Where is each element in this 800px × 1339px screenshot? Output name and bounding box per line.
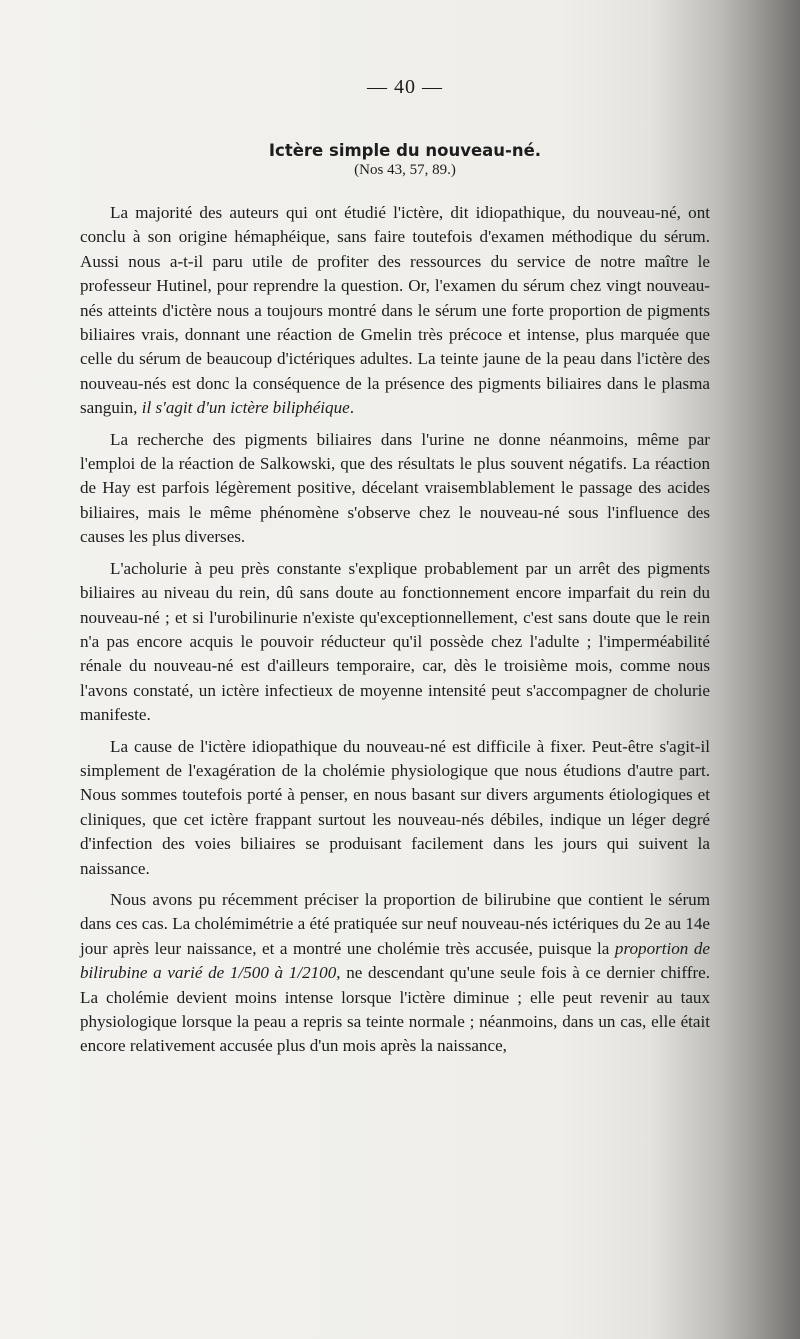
paragraph-5-tail: , ne descendant qu'une seule fois à ce dernier chiffre. La cholémie devient moins intense lorsque l'ictère diminue ; elle peut revenir au taux physiologique lorsque la peau a repris sa teinte normale ; néanmoins, dans un cas, elle était encore relativement accusée plus d'un mois après la naissance, (80, 963, 710, 1056)
paragraph-5-italic: proportion de bilirubine a varié de 1/500 à 1/2100 (80, 938, 711, 983)
paragraph-1-tail: . (349, 398, 354, 418)
paragraph-1-text: La majorité des auteurs qui ont étudié l'ictère, dit idiopathique, du nouveau-né, ont conclu à son origine hémaphéique, sans faire toutefois d'examen méthodique du sérum. Aussi nous a-t-il paru utile de profiter des ressources du service de notre maître le professeur Hutinel, pour reprendre la question. Or, l'examen du sérum chez vingt nouveau-nés atteints d'ictère nous a toujours montré dans le sérum une forte proportion de pigments biliaires vrais, donnant une réaction de Gmelin très précoce et intense, plus marquée que celle du sérum de beaucoup d'ictériques adultes. La teinte jaune de la peau dans l'ictère des nouveau-nés est donc la conséquence de la présence des pigments biliaires dans le plasma sanguin, (80, 203, 710, 418)
paragraph-2 (80, 428, 710, 550)
paragraph-4-text: La cause de l'ictère idiopathique du nouveau-né est difficile à fixer. Peut-être s'agit-il simplement de l'exagération de la cholémie physiologique que nous étudions d'autre part. Nous sommes toutefois porté à penser, en nous basant sur divers arguments étiologiques et cliniques, que cet ictère frappant surtout les nouveau-nés débiles, indique un léger degré d'infection des voies biliaires se produisant facilement dans les jours qui suivent la naissance. (80, 736, 710, 878)
paragraph-1 (80, 201, 710, 421)
paragraph-3 (80, 557, 710, 728)
section-subtitle: (Nos 43, 57, 89.) (354, 162, 456, 178)
paragraph-1-italic: il s'agit d'un ictère biliphéique (141, 398, 350, 418)
paragraph-5 (80, 888, 710, 1059)
paragraph-5-text: Nous avons pu récemment préciser la proportion de bilirubine que contient le sérum dans ces cas. La cholémimétrie a été pratiquée sur neuf nouveau-nés ictériques du 2e au 14e jour après leur naissance, et a montré une cholémie très accusée, puisque la (80, 889, 710, 958)
paragraph-4 (80, 735, 710, 881)
section-title: Ictère simple du nouveau-né. (268, 141, 542, 160)
paragraph-2-text: La recherche des pigments biliaires dans l'urine ne donne néanmoins, même par l'emploi de la réaction de Salkowski, que des résultats le plus souvent négatifs. La réaction de Hay est parfois légèrement positive, décelant vraisemblablement le passage des acides biliaires, mais le même phénomène s'observe chez le nouveau-né sous l'influence des causes les plus diverses. (80, 429, 710, 547)
page-content (80, 76, 710, 1066)
paragraph-3-text: L'acholurie à peu près constante s'explique probablement par un arrêt des pigments biliaires au niveau du rein, dû sans doute au fonctionnement encore imparfait du rein du nouveau-né ; et si l'urobilinurie n'existe qu'exceptionnellement, c'est sans doute que le rein n'a pas encore acquis le pouvoir réducteur qu'il possède chez l'adulte ; l'imperméabilité rénale du nouveau-né est d'ailleurs temporaire, car, dès le troisième mois, comme nous l'avons constaté, un ictère infectieux de moyenne intensité peut s'accompagner de cholurie manifeste. (80, 558, 710, 725)
page-number: — 40 — (367, 76, 443, 98)
